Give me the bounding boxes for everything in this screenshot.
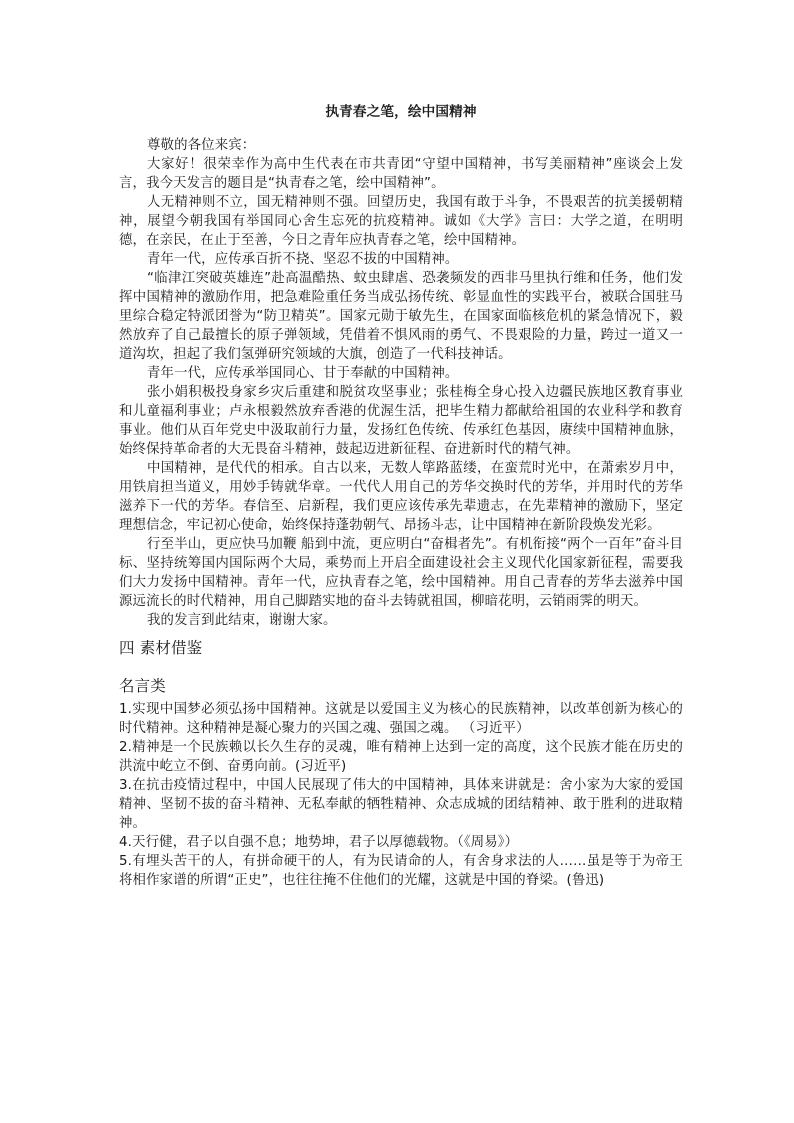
quotes-list	[119, 700, 683, 890]
document-body	[119, 103, 683, 890]
sub-heading: 名言类	[119, 677, 166, 695]
body-paragraph: 人无精神则不立，国无精神则不强。回望历史，我国有敢于斗争，不畏艰苦的抗美援朝精神，展望今朝我国有举国同心舍生忘死的抗疫精神。诚如《大学》言曰：大学之道，在明明德，在亲民，在止于至善，今日之青年应执青春之笔，绘中国精神。	[119, 195, 683, 248]
section-heading: 四 素材借鉴	[119, 639, 203, 657]
body-paragraph: 张小娟积极投身家乡灾后重建和脱贫攻坚事业；张桂梅全身心投入边疆民族地区教育事业和儿童福利事业；卢永根毅然放弃香港的优渥生活，把毕生精力都献给祖国的农业科学和教育事业。他们从百年党史中汲取前行力量，发扬红色传统、传承红色基因，赓续中国精神血脉，始终保持革命者的大无畏奋斗精神，鼓起迈进新征程、奋进新时代的精气神。	[119, 385, 683, 457]
quote-item: 4.天行健，君子以自强不息；地势坤，君子以厚德载物。（《周易》）	[119, 835, 519, 850]
page-title: 执青春之笔，绘中国精神	[325, 104, 477, 120]
closing-paragraph: 我的发言到此结束，谢谢大家。	[147, 613, 337, 628]
salutation-paragraph: 尊敬的各位来宾：	[147, 138, 256, 153]
body-paragraph: 大家好！很荣幸作为高中生代表在市共青团“守望中国精神，书写美丽精神”座谈会上发言，我今天发言的题目是“执青春之笔，绘中国精神”。	[119, 157, 683, 191]
quote-item: 5.有埋头苦干的人，有拼命硬干的人，有为民请命的人，有舍身求法的人……虽是等于为帝王将相作家谱的所谓“正史”，也往往掩不住他们的光耀，这就是中国的脊梁。(鲁迅)	[119, 854, 683, 888]
body-paragraph: 中国精神，是代代的相承。自古以来，无数人筚路蓝缕，在蛮荒时光中，在萧索岁月中，用铁肩担当道义，用妙手铸就华章。一代代人用自己的芳华交换时代的芳华，并用时代的芳华滋养下一代的芳华。春信至、启新程，我们更应该传承先辈遗志，在先辈精神的激励下，坚定理想信念，牢记初心使命，始终保持蓬勃朝气、昂扬斗志，让中国精神在新阶段焕发光彩。	[119, 461, 683, 533]
quote-item: 2.精神是一个民族赖以长久生存的灵魂，唯有精神上达到一定的高度，这个民族才能在历史的洪流中屹立不倒、奋勇向前。(习近平)	[119, 740, 683, 774]
body-paragraph: 青年一代，应传承百折不挠、坚忍不拔的中国精神。	[147, 252, 459, 267]
body-paragraph: “临津江突破英雄连”赴高温酷热、蚊虫肆虐、恐袭频发的西非马里执行维和任务，他们发挥中国精神的激励作用，把急难险重任务当成弘扬传统、彰显血性的实践平台，被联合国驻马里综合稳定特派团誉为“防卫精英”。国家元勋于敏先生，在国家面临核危机的紧急情况下，毅然放弃了自己最擅长的原子弹领域，凭借着不惧风雨的勇气、不畏艰险的力量，跨过一道又一道沟坎，担起了我们氢弹研究领域的大旗，创造了一代科技神话。	[119, 271, 683, 362]
body-paragraph: 青年一代，应传承举国同心、甘于奉献的中国精神。	[147, 366, 459, 381]
quote-item: 3.在抗击疫情过程中，中国人民展现了伟大的中国精神，具体来讲就是：舍小家为大家的爱国精神、坚韧不拔的奋斗精神、无私奉献的牺牲精神、众志成城的团结精神、敢于胜利的进取精神。	[119, 778, 683, 831]
body-paragraph: 行至半山，更应快马加鞭 船到中流，更应明白“奋楫者先”。有机衔接“两个一百年”奋斗目标、坚持统筹国内国际两个大局，乘势而上开启全面建设社会主义现代化国家新征程，需要我们大力发扬中国精神。青年一代，应执青春之笔，绘中国精神。用自己青春的芳华去滋养中国源远流长的时代精神，用自己脚踏实地的奋斗去铸就祖国，柳暗花明，云销雨霁的明天。	[119, 537, 683, 609]
quote-item: 1.实现中国梦必须弘扬中国精神。这就是以爱国主义为核心的民族精神，以改革创新为核心的时代精神。这种精神是凝心聚力的兴国之魂、强国之魂。 （习近平）	[119, 702, 683, 736]
